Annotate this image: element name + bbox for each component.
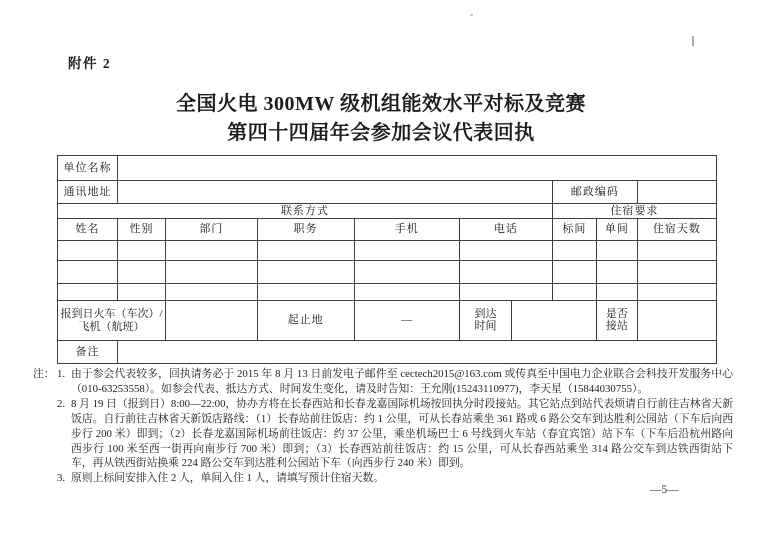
postal-code-field — [637, 181, 716, 204]
unit-name-field — [117, 156, 716, 181]
title-line-2: 第四十四届年会参加会议代表回执 — [227, 122, 535, 144]
empty-attendee-row — [58, 241, 717, 261]
column-header-position: 职务 — [257, 219, 354, 241]
note-number: 1. — [57, 368, 66, 380]
empty-attendee-row — [58, 261, 717, 284]
note-number: 3. — [57, 472, 66, 485]
column-header-mobile: 手机 — [354, 219, 459, 241]
column-header-name: 姓名 — [58, 219, 118, 241]
address-label: 通讯地址 — [58, 181, 118, 204]
lodging-section-header: 住宿要求 — [552, 204, 716, 219]
column-header-department: 部门 — [166, 219, 258, 241]
note-item-1 — [57, 367, 733, 397]
remarks-label: 备注 — [58, 341, 118, 364]
column-header-standard-room: 标间 — [552, 219, 596, 241]
scan-speck — [470, 14, 473, 16]
notes-section — [33, 367, 733, 486]
contact-section-header: 联系方式 — [58, 204, 553, 219]
address-field — [117, 181, 552, 204]
arrival-train-flight-field — [166, 301, 258, 341]
note-text: 8 月 19 日（报到日）8:00—22:00，协办方将在长春西站和长春龙嘉国际机场按回执分时段接站。其它站点到站代表烦请自行前往吉林省天新饭店。自行前往吉林省天新饭店路线：（1）长春站前往饭店：约 1 公里，可从长春站乘坐 361 路或 6 路公交车到达胜利公园站（下车后向西步行 200 米）即到；（2）长春龙嘉国际机场前往饭店：约 37 公里，乘坐机场巴士 6 号线到火车站（春宜宾馆）站下车（下车后沿杭州路向西步行 100 米至西一街再向南步行 700 米）即到；（3）长春西站前往饭店：约 15 公里，可从长春西站乘坐 314 路公交车到达铁西街站下车，再从铁西街站换乘 224 路公交车到达胜利公园站下车（向西步行 240 米）即到。 — [71, 397, 733, 470]
arrival-time-field — [512, 301, 597, 341]
note-item-2 — [57, 397, 733, 472]
note-item-3 — [57, 471, 733, 486]
note-text: 由于参会代表较多，回执请务必于 2015 年 8 月 13 日前发电子邮件至 cectech2015@163.com 或传真至中国电力企业联合会科技开发服务中心（010-63253558）。如参会代表、抵达方式、时间发生变化，请及时告知：王允刚(15243110977)，李天星（15844030755）。 — [71, 368, 733, 395]
title-line-1: 全国火电 300MW 级机组能效水平对标及竞赛 — [175, 93, 586, 115]
document-title — [28, 90, 734, 148]
note-text: 原则上标间安排入住 2 人，单间入住 1 人，请填写预计住宿天数。 — [71, 472, 385, 485]
route-separator: — — [354, 301, 459, 341]
arrival-time-label: 到达时间 — [459, 301, 511, 341]
column-header-phone: 电话 — [459, 219, 552, 241]
note-number: 2. — [57, 397, 66, 410]
arrival-train-flight-label: 报到日火车（车次）/飞机（航班） — [58, 301, 166, 341]
unit-name-label: 单位名称 — [58, 156, 118, 181]
column-header-gender: 性别 — [117, 219, 165, 241]
reply-form-table — [57, 155, 717, 364]
empty-attendee-row — [58, 284, 717, 301]
remarks-field — [117, 341, 716, 364]
scan-artifact — [692, 36, 694, 46]
page-number: —5— — [650, 484, 679, 496]
pickup-field — [637, 301, 716, 341]
attachment-label: 附件 2 — [68, 56, 112, 71]
column-header-stay-days: 住宿天数 — [637, 219, 716, 241]
postal-code-label: 邮政编码 — [552, 181, 637, 204]
notes-list — [57, 367, 733, 486]
column-header-single-room: 单间 — [596, 219, 637, 241]
pickup-label: 是否接站 — [596, 301, 637, 341]
notes-lead: 注： — [33, 368, 55, 380]
route-label: 起止地 — [257, 301, 354, 341]
